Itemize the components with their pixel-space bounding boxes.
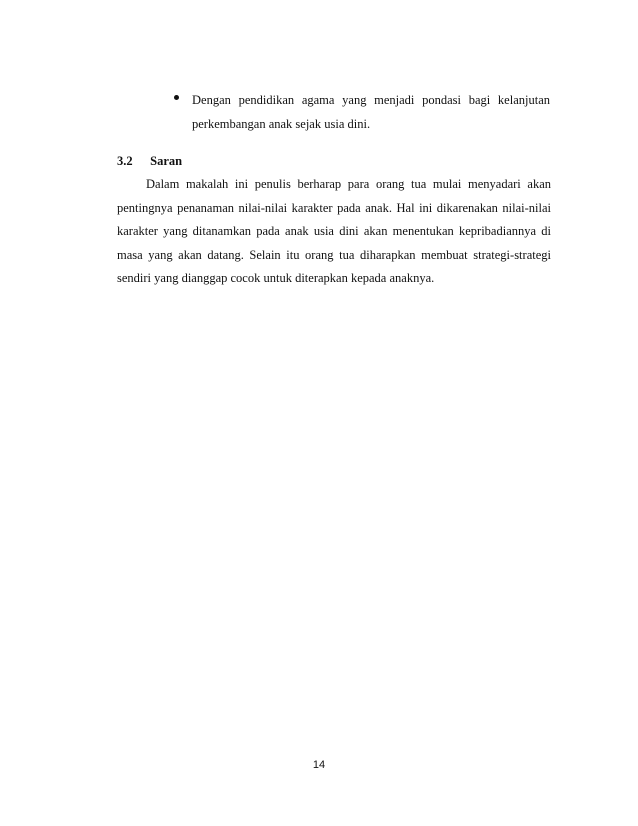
- section-title: Saran: [150, 154, 183, 168]
- paragraph-line-2: pentingnya penanaman nilai-nilai karakter pada anak. Hal ini dikarenakan nilai-nilai: [117, 200, 551, 215]
- bullet-text-line-2: perkembangan anak sejak usia dini.: [192, 117, 371, 131]
- section-number: 3.2: [117, 154, 133, 168]
- section-heading: [117, 151, 182, 171]
- page-number: 14: [312, 759, 326, 771]
- paragraph-line-4: masa yang akan datang. Selain itu orang tua diharapkan membuat strategi-strategi: [117, 247, 551, 262]
- paragraph-line-1: Dalam makalah ini penulis berharap para orang tua mulai menyadari akan: [146, 177, 551, 191]
- paragraph-line-3: karakter yang ditanamkan pada anak usia dini akan menentukan kepribadiannya di: [117, 224, 551, 238]
- bullet-text: [192, 88, 550, 136]
- paragraph-line-5: sendiri yang dianggap cocok untuk diterapkan kepada anaknya.: [117, 271, 435, 285]
- bullet-text-line-1: Dengan pendidikan agama yang menjadi pondasi bagi kelanjutan: [192, 93, 550, 107]
- body-paragraph: [117, 173, 551, 291]
- bullet-dot-icon: [174, 95, 179, 100]
- bullet-list-item: [174, 88, 550, 136]
